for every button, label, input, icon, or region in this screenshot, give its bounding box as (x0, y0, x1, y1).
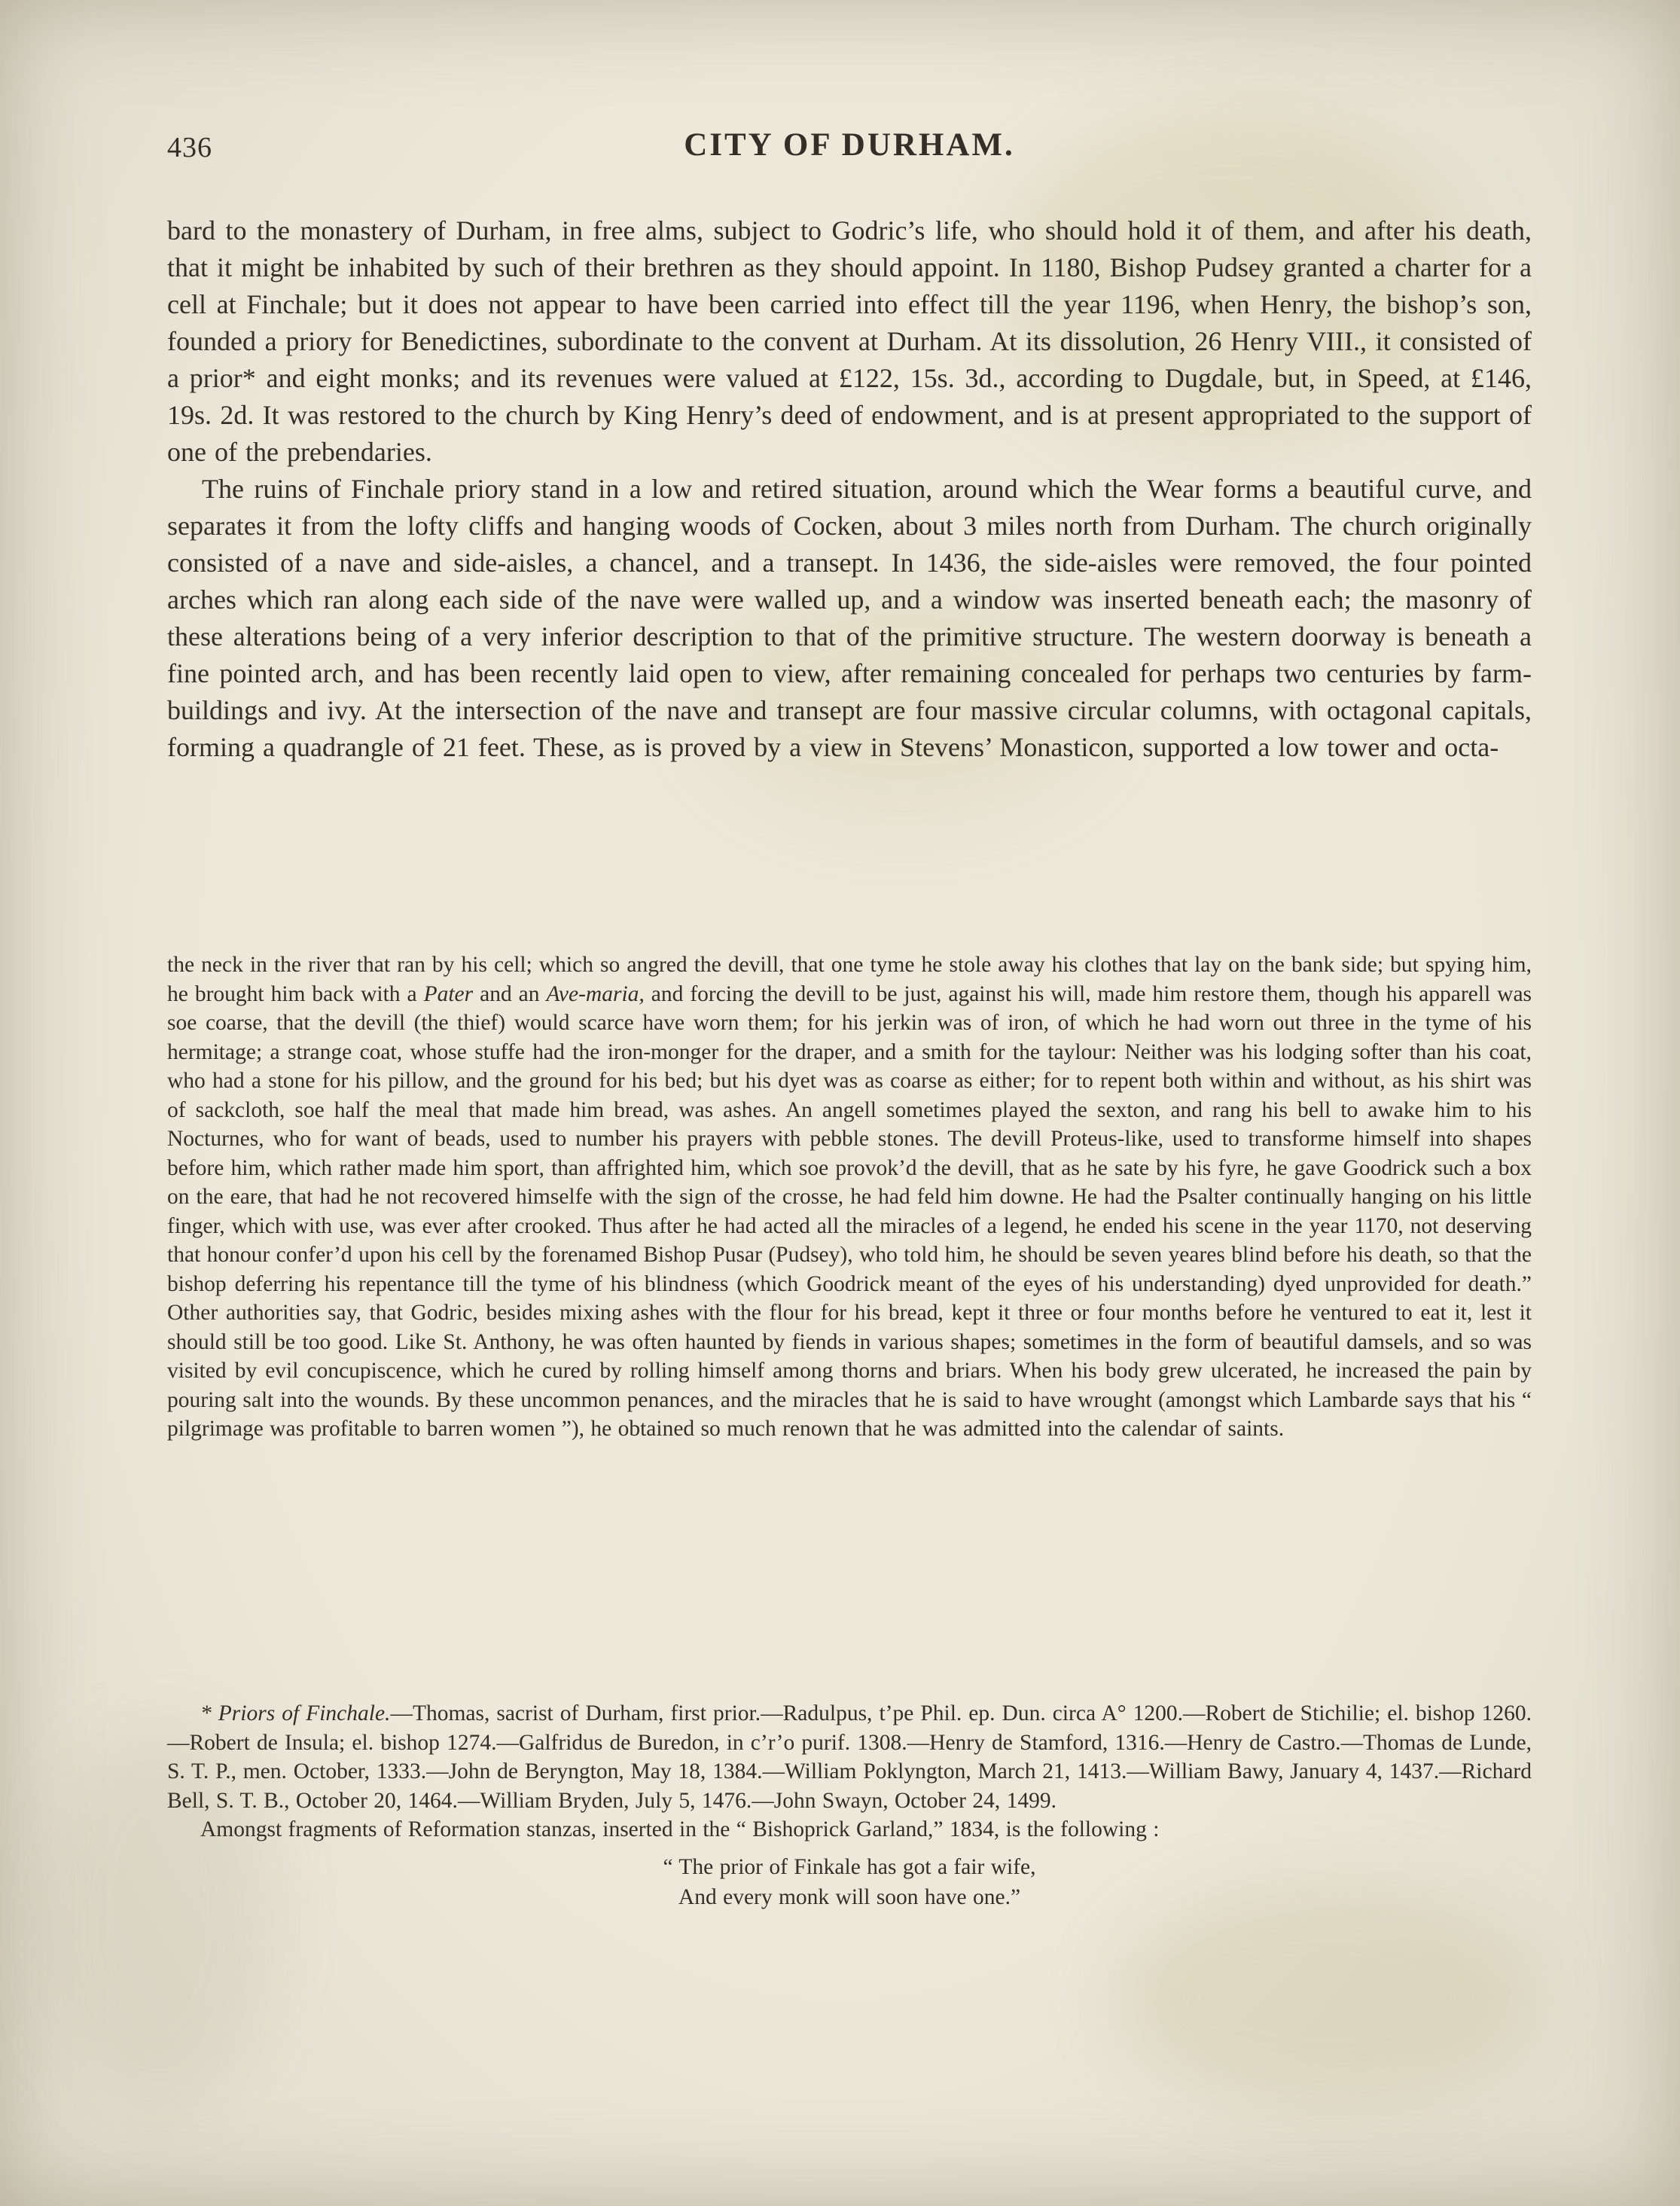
reformation-note: Amongst fragments of Reformation stanzas, inserted in the “ Bishoprick Garland,” 1834, is the following : (200, 1817, 1160, 1841)
footnote-continuation-paragraph (167, 950, 1532, 1444)
page-title: CITY OF DURHAM. (684, 127, 1015, 163)
paper-stain (1114, 1883, 1536, 2109)
verse-block (167, 1852, 1532, 1912)
verse-line-1: “ The prior of Finkale has got a fair wife, (663, 1854, 1036, 1879)
priors-footnote-text: —Thomas, sacrist of Durham, first prior.—Radulpus, t’pe Phil. ep. Dun. circa A° 1200.—Robert de Stichilie; el. bishop 1260.—Robert de Insula; el. bishop 1274.—Galfridus de Buredon, in c’r’o purif. 1308.—Henry de Stamford, 1316.—Henry de Castro.—Thomas de Lunde, S. T. P., men. October, 1333.—John de Beryngton, May 18, 1384.—William Poklyngton, March 21, 1413.—William Bawy, January 4, 1437.—Richard Bell, S. T. B., October 20, 1464.—William Bryden, July 5, 1476.—John Swayn, October 24, 1499. (167, 1701, 1532, 1813)
body-paragraph-2: The ruins of Finchale priory stand in a low and retired situation, around which the Wear forms a beautiful curve, and separates it from the lofty cliffs and hanging woods of Cocken, about 3 miles north from Durham. The church originally consisted of a nave and side-aisles, a chancel, and a transept. In 1436, the side-aisles were removed, the four pointed arches which ran along each side of the nave were walled up, and a window was inserted beneath each; the masonry of these alterations being of a very inferior description to that of the primitive structure. The western doorway is beneath a fine pointed arch, and has been recently laid open to view, after remaining concealed for perhaps two centuries by farm-buildings and ivy. At the intersection of the nave and transept are four massive circular columns, with octagonal capitals, forming a quadrangle of 21 feet. These, as is proved by a view in Stevens’ Monasticon, supported a low tower and octa- (167, 474, 1532, 762)
footnote-continuation-text: and forcing the devill to be just, against his will, made him restore them, though his apparell was soe coarse, that the devill (the thief) would scarce have worn them; for his jerkin was of iron, of which he had worn out three in the tyme of his hermitage; a strange coat, whose stuffe had the iron-monger for the draper, and a smith for the taylour: Neither was his lodging softer than his coat, who had a stone for his pillow, and the ground for his bed; but his dyet was as coarse as either; for to repent both within and without, as his shirt was of sackcloth, soe half the meal that made him bread, was ashes. An angell sometimes played the sexton, and rang his bell to awake him to his Nocturnes, who for want of beads, used to number his prayers with pebble stones. The devill Proteus-like, used to transforme himself into shapes before him, which rather made him sport, than affrighted him, which soe provok’d the devill, that as he sate by his fyre, he gave Goodrick such a box on the eare, that had he not recovered himselfe with the sign of the crosse, he had feld him downe. He had the Psalter continually hanging on his little finger, which with use, was ever after crooked. Thus after he had acted all the miracles of a legend, he ended his scene in the year 1170, not deserving that honour confer’d upon his cell by the forenamed Bishop Pusar (Pudsey), who told him, he should be seven yeares blind before his death, so that the bishop deferring his repentance till the tyme of his blindness (which Goodrick meant of the eyes of his understanding) dyed unprovided for death.” Other authorities say, that Godric, besides mixing ashes with the flour for his bread, kept it three or four months before he ventured to eat it, lest it should still be too good. Like St. Anthony, he was often haunted by fiends in various shapes; sometimes in the form of beautiful damsels, and so was visited by evil concupiscence, which he cured by rolling himself among thorns and briars. When his body grew ulcerated, he increased the pain by pouring salt into the wounds. By these uncommon penances, and the miracles that he is said to have wrought (amongst which Lambarde says that his “ pilgrimage was profitable to barren women ”), he obtained so much renown that he was admitted into the calendar of saints. (167, 981, 1532, 1441)
footnote-continuation-text: the neck in the river that ran by his cell; which so angred the devill, that one tyme he stole away his clothes that lay on the bank side; but spying him, he brought him back with a (167, 953, 1532, 1006)
footnote-continuation-block (167, 950, 1532, 1444)
latin-term-ave-maria: Ave-maria, (546, 981, 645, 1006)
footnotes-block (167, 1699, 1532, 1912)
body-paragraph-1: bard to the monastery of Durham, in free alms, subject to Godric’s life, who should hold it of them, and after his death, that it might be inhabited by such of their brethren as they should appoint. In 1180, Bishop Pudsey granted a charter for a cell at Finchale; but it does not appear to have been carried into effect till the year 1196, when Henry, the bishop’s son, founded a priory for Benedictines, subordinate to the convent at Durham. At its dissolution, 26 Henry VIII., it consisted of a prior* and eight monks; and its revenues were valued at £122, 15s. 3d., according to Dugdale, but, in Speed, at £146, 19s. 2d. It was restored to the church by King Henry’s deed of endowment, and is at present appropriated to the support of one of the prebendaries. (167, 215, 1532, 467)
verse-line-2: And every monk will soon have one.” (678, 1884, 1021, 1909)
page-number: 436 (167, 132, 212, 163)
priors-footnote-label: * Priors of Finchale. (200, 1701, 391, 1725)
latin-term-pater: Pater (423, 981, 474, 1006)
footnote-continuation-text: and an (473, 981, 547, 1006)
page-header (167, 127, 1532, 163)
priors-footnote (167, 1699, 1532, 1815)
main-text-block (167, 212, 1532, 766)
